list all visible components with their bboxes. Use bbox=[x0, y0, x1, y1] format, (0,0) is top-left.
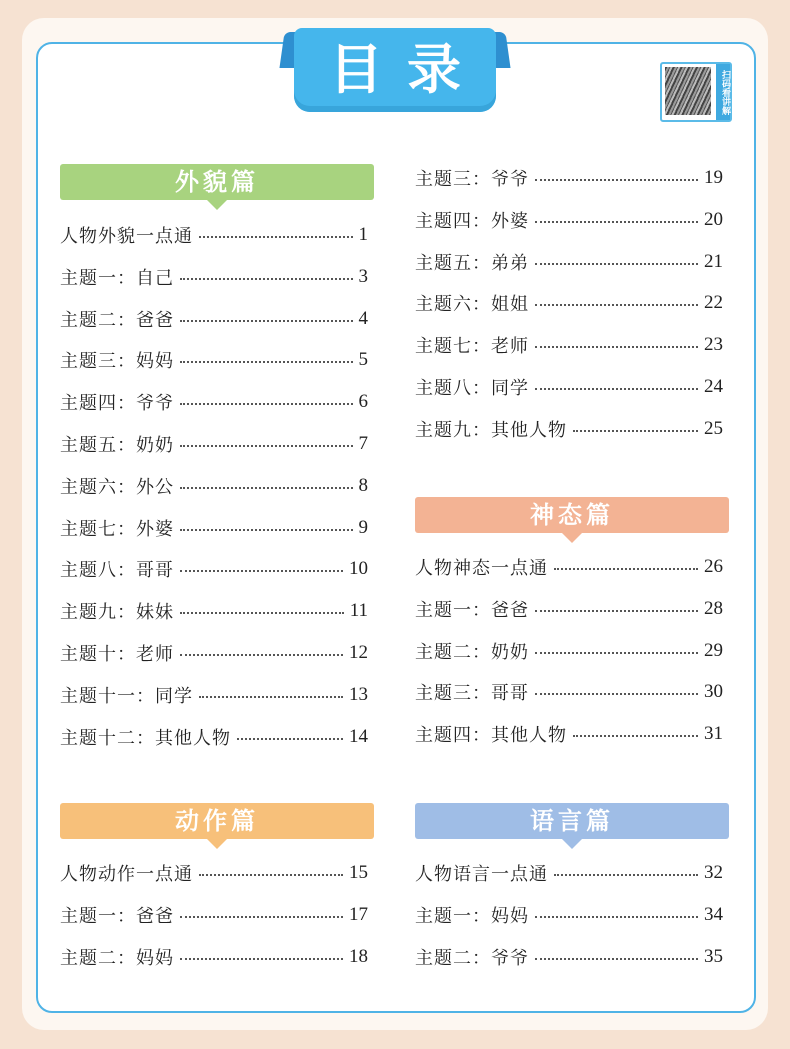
section-header-language: 语言篇 bbox=[415, 803, 729, 839]
toc-entry-label: 主题二：爸爸 bbox=[60, 310, 174, 331]
toc-entry[interactable] bbox=[415, 414, 723, 444]
toc-entry-page: 13 bbox=[349, 684, 368, 705]
dot-leader bbox=[180, 612, 344, 614]
toc-entry-label: 主题十二：其他人物 bbox=[60, 728, 231, 749]
toc-entry[interactable] bbox=[60, 858, 368, 888]
toc-entry-label: 主题二：妈妈 bbox=[60, 948, 174, 969]
dot-leader bbox=[180, 278, 353, 280]
toc-entry[interactable] bbox=[60, 429, 368, 459]
toc-entry-page: 28 bbox=[704, 598, 723, 619]
toc-entry[interactable] bbox=[415, 288, 723, 318]
toc-entry[interactable] bbox=[415, 719, 723, 749]
toc-entry-page: 30 bbox=[704, 681, 723, 702]
toc-entry[interactable] bbox=[60, 680, 368, 710]
toc-entry[interactable] bbox=[415, 552, 723, 582]
dot-leader bbox=[180, 445, 353, 447]
dot-leader bbox=[535, 388, 698, 390]
toc-entry[interactable] bbox=[415, 858, 723, 888]
toc-entry-page: 14 bbox=[349, 726, 368, 747]
section-header-appearance: 外貌篇 bbox=[60, 164, 374, 200]
toc-entry-label: 主题九：妹妹 bbox=[60, 602, 174, 623]
toc-entry-page: 23 bbox=[704, 334, 723, 355]
dot-leader bbox=[573, 735, 698, 737]
toc-entry[interactable] bbox=[415, 900, 723, 930]
toc-entry-label: 主题八：哥哥 bbox=[60, 560, 174, 581]
toc-entry-label: 主题二：奶奶 bbox=[415, 642, 529, 663]
dot-leader bbox=[180, 403, 353, 405]
dot-leader bbox=[180, 570, 343, 572]
toc-entry[interactable] bbox=[415, 163, 723, 193]
toc-entry[interactable] bbox=[60, 345, 368, 375]
toc-entry-label: 主题一：自己 bbox=[60, 268, 174, 289]
toc-entry[interactable] bbox=[60, 722, 368, 752]
dot-leader bbox=[554, 568, 698, 570]
dot-leader bbox=[573, 430, 698, 432]
toc-entry[interactable] bbox=[60, 554, 368, 584]
toc-entry-page: 22 bbox=[704, 292, 723, 313]
toc-entry[interactable] bbox=[415, 636, 723, 666]
toc-entry-label: 主题一：妈妈 bbox=[415, 906, 529, 927]
toc-entry-page: 11 bbox=[349, 600, 368, 621]
toc-entry-page: 12 bbox=[349, 642, 368, 663]
dot-leader bbox=[180, 916, 343, 918]
dot-leader bbox=[535, 916, 698, 918]
toc-entry-label: 人物外貌一点通 bbox=[60, 226, 193, 247]
toc-entry-page: 19 bbox=[704, 167, 723, 188]
toc-entry-label: 主题三：爷爷 bbox=[415, 169, 529, 190]
toc-entry[interactable] bbox=[60, 304, 368, 334]
dot-leader bbox=[535, 221, 698, 223]
toc-entry[interactable] bbox=[415, 330, 723, 360]
toc-entry-page: 7 bbox=[358, 433, 368, 454]
toc-entry-page: 6 bbox=[358, 391, 368, 412]
toc-entry-page: 35 bbox=[704, 946, 723, 967]
toc-entry-page: 34 bbox=[704, 904, 723, 925]
dot-leader bbox=[199, 696, 343, 698]
toc-entry[interactable] bbox=[60, 900, 368, 930]
toc-entry-page: 5 bbox=[358, 349, 368, 370]
section-header-action: 动作篇 bbox=[60, 803, 374, 839]
dot-leader bbox=[535, 652, 698, 654]
dot-leader bbox=[535, 693, 698, 695]
toc-entry-page: 20 bbox=[704, 209, 723, 230]
toc-entry[interactable] bbox=[60, 471, 368, 501]
toc-entry-page: 31 bbox=[704, 723, 723, 744]
toc-entry[interactable] bbox=[415, 942, 723, 972]
qr-caption: 扫码看讲解 bbox=[716, 64, 730, 120]
toc-entry[interactable] bbox=[415, 205, 723, 235]
toc-entry-page: 15 bbox=[349, 862, 368, 883]
toc-entry[interactable] bbox=[60, 387, 368, 417]
toc-entry-label: 主题九：其他人物 bbox=[415, 420, 567, 441]
toc-entry[interactable] bbox=[415, 594, 723, 624]
title-tab bbox=[278, 28, 512, 112]
page-title: 目录 bbox=[329, 38, 485, 101]
dot-leader bbox=[554, 874, 698, 876]
toc-entry-page: 18 bbox=[349, 946, 368, 967]
dot-leader bbox=[535, 263, 698, 265]
qr-code[interactable] bbox=[660, 62, 732, 122]
toc-entry-label: 主题五：奶奶 bbox=[60, 435, 174, 456]
toc-entry-label: 主题一：爸爸 bbox=[60, 906, 174, 927]
toc-entry-label: 人物动作一点通 bbox=[60, 864, 193, 885]
toc-entry-label: 主题六：外公 bbox=[60, 477, 174, 498]
dot-leader bbox=[535, 610, 698, 612]
toc-entry-label: 主题三：哥哥 bbox=[415, 683, 529, 704]
toc-entry-page: 26 bbox=[704, 556, 723, 577]
toc-entry-label: 主题四：外婆 bbox=[415, 211, 529, 232]
dot-leader bbox=[535, 304, 698, 306]
toc-entry-label: 主题二：爷爷 bbox=[415, 948, 529, 969]
toc-entry-page: 24 bbox=[704, 376, 723, 397]
toc-entry-label: 主题八：同学 bbox=[415, 378, 529, 399]
toc-entry-page: 8 bbox=[358, 475, 368, 496]
qr-code-icon bbox=[665, 67, 711, 115]
toc-entry-page: 17 bbox=[349, 904, 368, 925]
toc-entry-label: 主题四：爷爷 bbox=[60, 393, 174, 414]
toc-entry-label: 主题一：爸爸 bbox=[415, 600, 529, 621]
toc-entry-page: 25 bbox=[704, 418, 723, 439]
toc-entry-label: 主题十：老师 bbox=[60, 644, 174, 665]
toc-entry[interactable] bbox=[60, 513, 368, 543]
toc-entry[interactable] bbox=[415, 677, 723, 707]
toc-entry-label: 主题五：弟弟 bbox=[415, 253, 529, 274]
toc-entry-page: 21 bbox=[704, 251, 723, 272]
toc-entry-label: 主题四：其他人物 bbox=[415, 725, 567, 746]
dot-leader bbox=[199, 874, 343, 876]
toc-entry-page: 29 bbox=[704, 640, 723, 661]
toc-entry[interactable] bbox=[415, 247, 723, 277]
toc-entry-page: 1 bbox=[358, 224, 368, 245]
toc-entry[interactable] bbox=[60, 220, 368, 250]
dot-leader bbox=[180, 487, 353, 489]
dot-leader bbox=[199, 236, 353, 238]
dot-leader bbox=[180, 529, 353, 531]
dot-leader bbox=[180, 654, 343, 656]
dot-leader bbox=[180, 361, 353, 363]
dot-leader bbox=[535, 958, 698, 960]
toc-entry-page: 4 bbox=[358, 308, 368, 329]
toc-entry-label: 人物语言一点通 bbox=[415, 864, 548, 885]
toc-entry-label: 人物神态一点通 bbox=[415, 558, 548, 579]
toc-entry[interactable] bbox=[60, 638, 368, 668]
toc-entry[interactable] bbox=[60, 596, 368, 626]
toc-entry-label: 主题十一：同学 bbox=[60, 686, 193, 707]
dot-leader bbox=[180, 320, 353, 322]
section-header-expression: 神态篇 bbox=[415, 497, 729, 533]
toc-entry-label: 主题三：妈妈 bbox=[60, 351, 174, 372]
toc-entry-page: 9 bbox=[358, 517, 368, 538]
dot-leader bbox=[180, 958, 343, 960]
toc-entry-label: 主题七：外婆 bbox=[60, 519, 174, 540]
toc-entry-page: 3 bbox=[358, 266, 368, 287]
toc-entry-label: 主题七：老师 bbox=[415, 336, 529, 357]
toc-entry-page: 10 bbox=[349, 558, 368, 579]
toc-entry[interactable] bbox=[60, 942, 368, 972]
toc-entry[interactable] bbox=[60, 262, 368, 292]
dot-leader bbox=[535, 179, 698, 181]
dot-leader bbox=[237, 738, 343, 740]
toc-entry[interactable] bbox=[415, 372, 723, 402]
toc-entry-label: 主题六：姐姐 bbox=[415, 294, 529, 315]
dot-leader bbox=[535, 346, 698, 348]
toc-entry-page: 32 bbox=[704, 862, 723, 883]
